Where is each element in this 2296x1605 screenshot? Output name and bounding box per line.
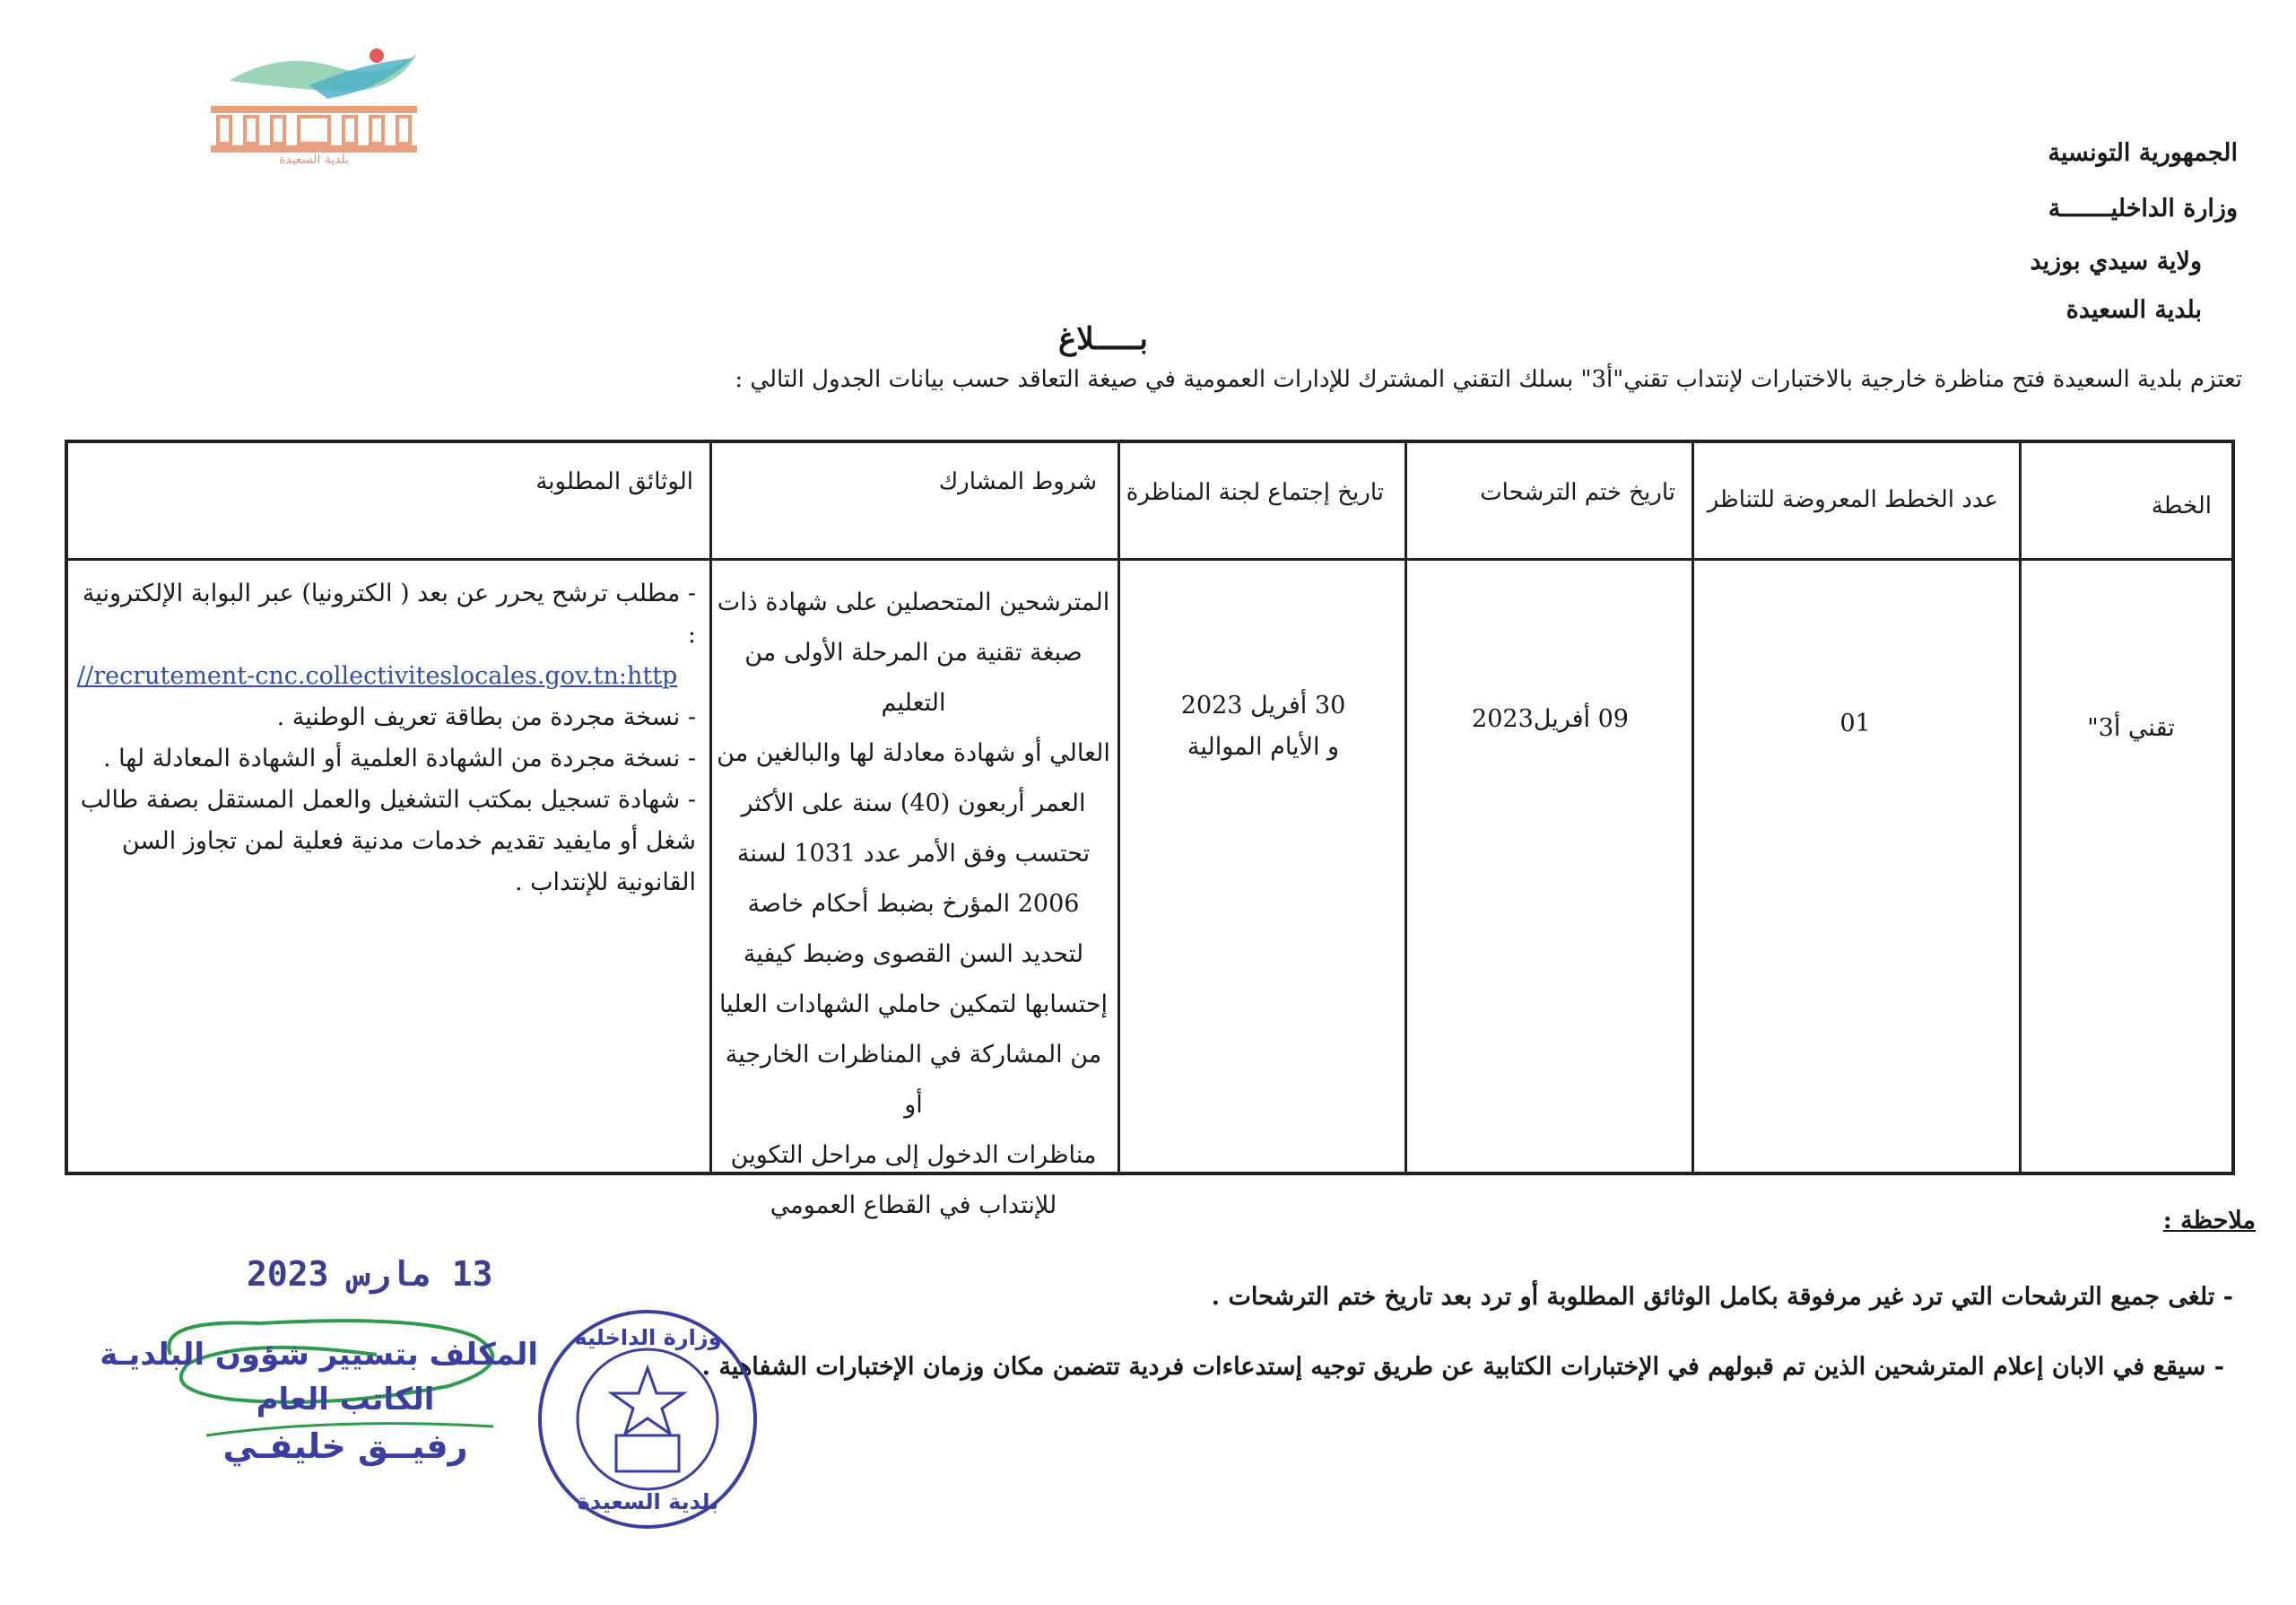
cell-position: تقني أ3" [2087,714,2175,742]
condition-line: للإنتداب في القطاع العمومي [770,1191,1057,1219]
header-deadline: تاريخ ختم الترشحات [1480,479,1675,506]
signature-role: الكاتب العام [256,1382,435,1417]
logo-caption: بلدية السعيدة [278,153,350,167]
header-municipality: بلدية السعيدة [2066,296,2202,324]
notice-title: بـــــلاغ [1058,321,1148,357]
table-divider [1118,443,1120,1172]
table-header-divider [68,558,2231,561]
note-item: - تلغى جميع الترشحات التي ترد غير مرفوقة بكامل الوثائق المطلوبة أو ترد بعد تاريخ ختم الترشحات . [1211,1283,2233,1311]
signature-name: رفيــق خليفـي [222,1426,468,1466]
header-documents: الوثائق المطلوبة [535,468,693,495]
condition-line: مناظرات الدخول إلى مراحل التكوين [730,1141,1097,1169]
signature-title: المكلف بتسيير شؤون البلديـة [100,1337,538,1373]
cell-count: 01 [1839,710,1871,737]
document-line: القانونية للإنتداب . [514,868,696,896]
note-item: - سيقع في الابان إعلام المترشحين الذين تم قبولهم في الإختبارات الكتابية عن طريق توجيه إستدعاءات فردية تتضمن مكان وزمان الإختبارات الشفاهية . [701,1353,2224,1381]
committee-followup: و الأيام الموالية [1187,733,1340,761]
municipality-logo [202,45,426,179]
document-line: - نسخة مجردة من الشهادة العلمية أو الشهادة المعادلة لها . [103,745,696,772]
header-position: الخطة [2151,493,2212,519]
intro-paragraph: تعتزم بلدية السعيدة فتح مناظرة خارجية بالاختبارات لإنتداب تقني"أ3" بسلك التقني المشترك للإدارات العمومية في صيغة التعاقد حسب بيانات الجدول التالي : [735,366,2242,393]
document-line: - نسخة مجردة من بطاقة تعريف الوطنية . [276,703,696,731]
document-line: شغل أو مايفيد تقديم خدمات مدنية فعلية لمن تجاوز السن [121,827,696,855]
logo-graphic [202,45,426,157]
header-republic: الجمهورية التونسية [2048,139,2238,167]
committee-date: 30 أفريل 2023 [1180,692,1346,720]
document-line: - شهادة تسجيل بمكتب التشغيل والعمل المستقل بصفة طالب [80,786,696,814]
table-divider [1692,443,1694,1172]
condition-line: من المشاركة في المناظرات الخارجية أو [725,1041,1102,1119]
header-count: عدد الخطط المعروضة للتناظر [1707,486,1998,513]
seal-top-text: وزارة الداخلية [574,1325,722,1350]
application-portal-link[interactable]: //recrutement-cnc.collectiviteslocales.gov.tn:http [77,662,678,690]
document-line: - مطلب ترشح يحرر عن بعد ( الكترونيا) عبر البوابة الإلكترونية : [82,580,696,649]
header-conditions: شروط المشارك [938,468,1097,495]
cell-conditions [714,578,1113,1231]
table-divider [1405,443,1407,1172]
header-ministry: وزارة الداخليـــــــة [2048,195,2238,222]
cell-committee [1122,685,1405,768]
condition-line: صبغة تقنية من المرحلة الأولى من التعليم [744,639,1083,717]
condition-line: لتحديد السن القصوى وضبط كيفية [743,940,1084,968]
competition-table [65,440,2235,1219]
condition-line: العالي أو شهادة معادلة لها والبالغين من [717,739,1110,767]
condition-line: 2006 المؤرخ بضبط أحكام خاصة [747,890,1080,918]
note-label: ملاحظة : [2162,1207,2256,1234]
header-committee: تاريخ إجتماع لجنة المناظرة [1126,479,1384,506]
date-stamp: 13 مارس 2023 [247,1254,493,1294]
condition-line: تحتسب وفق الأمر عدد 1031 لسنة [736,840,1091,868]
official-seal [534,1305,762,1534]
table-divider [2019,443,2022,1172]
signature-stamp [100,1301,538,1480]
condition-line: العمر أربعون (40) سنة على الأكثر [741,789,1086,817]
condition-line: المترشحين المتحصلين على شهادة ذات [717,589,1110,616]
cell-deadline: 09 أفريل2023 [1472,705,1629,733]
table-divider [709,443,712,1172]
header-governorate: ولاية سيدي بوزيد [2030,248,2202,275]
cell-documents [77,573,696,903]
condition-line: إحتسابها لتمكين حاملي الشهادات العليا [718,990,1109,1018]
seal-bottom-text: بلدية السعيدة [577,1489,719,1514]
